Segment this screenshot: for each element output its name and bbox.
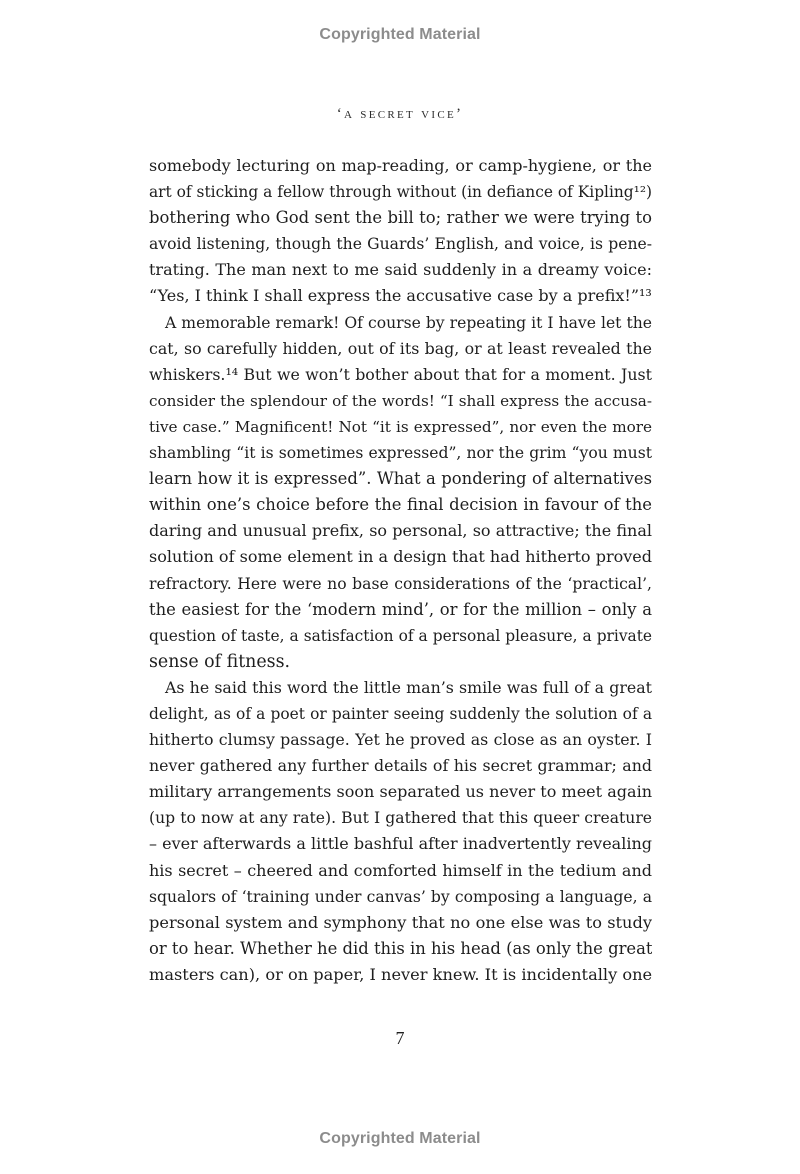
running-head: ‘a secret vice’ (336, 106, 464, 122)
text-line: within one’s choice before the final decision in favour of the (149, 495, 652, 515)
copyright-watermark-bottom: Copyrighted Material (319, 1130, 481, 1147)
text-line: shambling “it is sometimes expressed”, nor the grim “you must (149, 444, 652, 463)
text-line: never gathered any further details of his secret grammar; and (149, 756, 652, 776)
text-line: question of taste, a satisfaction of a personal pleasure, a private (149, 626, 652, 645)
text-line: trating. The man next to me said suddenly in a dreamy voice: (149, 260, 652, 280)
text-line: cat, so carefully hidden, out of its bag, or at least revealed the (149, 338, 652, 358)
text-line: “Yes, I think I shall express the accusative case by a prefix!”¹³ (149, 286, 652, 306)
text-line: whiskers.¹⁴ But we won’t bother about that for a moment. Just (149, 364, 652, 384)
text-line: As he said this word the little man’s smile was full of a great (165, 677, 652, 697)
text-line: avoid listening, though the Guards’ English, and voice, is pene- (149, 235, 652, 254)
text-line: military arrangements soon separated us never to meet again (149, 782, 652, 802)
text-line: or to hear. Whether he did this in his head (as only the great (149, 938, 652, 958)
page-body (149, 153, 652, 988)
text-line: hitherto clumsy passage. Yet he proved as close as an oyster. I (149, 730, 652, 750)
text-line: sense of fitness. (149, 651, 291, 672)
copyright-watermark-top: Copyrighted Material (319, 26, 481, 43)
text-line: the easiest for the ‘modern mind’, or for the million – only a (149, 599, 652, 619)
text-line: solution of some element in a design that had hitherto proved (149, 547, 652, 567)
text-line: bothering who God sent the bill to; rather we were trying to (149, 208, 652, 228)
text-line: somebody lecturing on map-reading, or camp-hygiene, or the (149, 156, 652, 175)
text-line: masters can), or on paper, I never knew. It is incidentally one (149, 964, 652, 984)
text-line: daring and unusual prefix, so personal, so attractive; the final (149, 521, 652, 541)
text-line: personal system and symphony that no one else was to study (149, 912, 652, 932)
text-line: (up to now at any rate). But I gathered that this queer creature (149, 809, 652, 828)
text-line: tive case.” Magnificent! Not “it is expressed”, nor even the more (149, 417, 652, 436)
text-line: learn how it is expressed”. What a pondering of alternatives (149, 469, 652, 489)
text-line: refractory. Here were no base considerations of the ‘practical’, (149, 574, 652, 593)
text-line: art of sticking a fellow through without (in defiance of Kipling¹²) (149, 183, 652, 202)
text-line: A memorable remark! Of course by repeating it I have let the (165, 313, 652, 332)
text-line: – ever afterwards a little bashful after inadvertently revealing (149, 834, 652, 854)
page-number: 7 (395, 1028, 405, 1048)
text-line: consider the splendour of the words! “I shall express the accusa- (149, 391, 652, 410)
text-line: squalors of ‘training under canvas’ by composing a language, a (149, 887, 652, 906)
text-line: delight, as of a poet or painter seeing suddenly the solution of a (149, 704, 652, 723)
text-line: his secret – cheered and comforted himself in the tedium and (149, 860, 652, 880)
